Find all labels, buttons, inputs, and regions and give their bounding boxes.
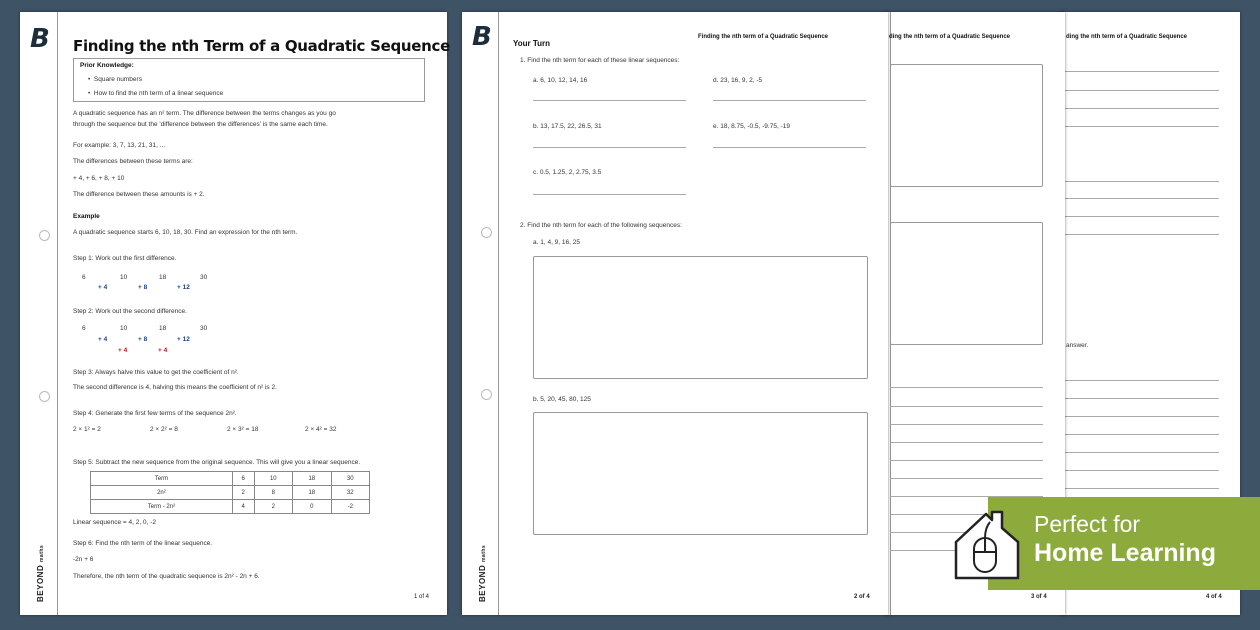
answer-box bbox=[533, 412, 868, 535]
term: 18 bbox=[159, 325, 167, 332]
answer-line bbox=[1065, 434, 1219, 435]
question-1: 1. Find the nth term for each of these linear sequences: bbox=[520, 57, 680, 64]
prior-knowledge-heading: Prior Knowledge: bbox=[80, 62, 134, 69]
table-cell: 0 bbox=[293, 500, 331, 514]
question-1c: c. 0.5, 1.25, 2, 2.75, 3.5 bbox=[533, 169, 602, 176]
text: The differences between these terms are: bbox=[73, 158, 193, 165]
answer-line bbox=[533, 100, 686, 101]
text: Linear sequence = 4, 2, 0, -2 bbox=[73, 519, 156, 526]
house-mouse-icon bbox=[952, 508, 1022, 582]
example-text: For example: 3, 7, 13, 21, 31, ... bbox=[73, 142, 166, 149]
page-header: ding the nth term of a Quadratic Sequence bbox=[889, 34, 1011, 40]
step-1: Step 1: Work out the first difference. bbox=[73, 255, 177, 262]
term: 10 bbox=[120, 274, 128, 281]
beyond-logo: B bbox=[30, 24, 50, 54]
intro-text: A quadratic sequence has an n² term. The difference between the terms changes as you go bbox=[73, 110, 336, 117]
page-number: 2 of 4 bbox=[854, 594, 870, 600]
page-margin bbox=[498, 12, 499, 615]
table-cell: Term - 2n² bbox=[91, 500, 233, 514]
second-difference: + 4 bbox=[158, 347, 168, 354]
page-number: 1 of 4 bbox=[414, 594, 430, 600]
answer-line bbox=[1065, 108, 1219, 109]
punch-hole bbox=[39, 230, 50, 241]
term: 6 bbox=[82, 325, 86, 332]
difference-table bbox=[90, 471, 370, 514]
punch-hole bbox=[481, 389, 492, 400]
prior-knowledge-box bbox=[73, 58, 425, 102]
answer-line bbox=[1065, 452, 1219, 453]
brand-vertical: BEYOND maths bbox=[478, 544, 487, 602]
badge-line-1: Perfect for bbox=[1034, 511, 1141, 537]
step-3: Step 3: Always halve this value to get the coefficient of n². bbox=[73, 369, 239, 376]
answer-box bbox=[533, 256, 868, 379]
question-2a: a. 1, 4, 9, 16, 25 bbox=[533, 239, 580, 246]
step-4: Step 4: Generate the first few terms of the sequence 2n². bbox=[73, 410, 237, 417]
first-difference: + 8 bbox=[138, 284, 148, 291]
answer-line bbox=[1065, 488, 1219, 489]
term: 2 × 4² = 32 bbox=[305, 426, 337, 433]
text: The second difference is 4, halving this means the coefficient of n² is 2. bbox=[73, 384, 277, 391]
prior-item: • Square numbers bbox=[88, 76, 142, 83]
question-1d: d. 23, 16, 9, 2, -5 bbox=[713, 77, 763, 84]
answer-line bbox=[1065, 126, 1219, 127]
table-cell: 8 bbox=[254, 486, 292, 500]
answer-line bbox=[1065, 198, 1219, 199]
answer-line bbox=[713, 147, 866, 148]
question-1e: e. 18, 8.75, -0.5, -9.75, -19 bbox=[713, 123, 790, 130]
answer-line bbox=[1065, 398, 1219, 399]
page-2 bbox=[462, 12, 888, 615]
question-1b: b. 13, 17.5, 22, 26.5, 31 bbox=[533, 123, 602, 130]
term: 6 bbox=[82, 274, 86, 281]
intro-text: through the sequence but the 'difference between the differences' is the same each time. bbox=[73, 121, 328, 128]
table-cell: 10 bbox=[254, 472, 292, 486]
first-difference: + 4 bbox=[98, 284, 108, 291]
table-cell: 2 bbox=[254, 500, 292, 514]
answer-line bbox=[1065, 216, 1219, 217]
first-difference: + 12 bbox=[177, 284, 190, 291]
brand-vertical: BEYOND maths bbox=[36, 544, 45, 602]
answer-line bbox=[890, 460, 1043, 461]
punch-hole bbox=[39, 391, 50, 402]
table-cell: 18 bbox=[293, 486, 331, 500]
term: 18 bbox=[159, 274, 167, 281]
home-learning-badge bbox=[988, 497, 1260, 590]
answer-line bbox=[1065, 470, 1219, 471]
table-cell: Term bbox=[91, 472, 233, 486]
first-difference: + 12 bbox=[177, 336, 190, 343]
table-cell: 18 bbox=[293, 472, 331, 486]
answer-line bbox=[533, 147, 686, 148]
table-cell: 32 bbox=[331, 486, 369, 500]
section-heading: Your Turn bbox=[513, 39, 551, 48]
conclusion: Therefore, the nth term of the quadratic sequence is 2n² - 2n + 6. bbox=[73, 573, 260, 580]
text: + 4, + 6, + 8, + 10 bbox=[73, 175, 125, 182]
term: 30 bbox=[200, 325, 208, 332]
answer-line bbox=[890, 424, 1043, 425]
table-row bbox=[91, 486, 370, 500]
table-cell: 30 bbox=[331, 472, 369, 486]
question-2: 2. Find the nth term for each of the following sequences: bbox=[520, 222, 682, 229]
table-row bbox=[91, 472, 370, 486]
step-5: Step 5: Subtract the new sequence from the original sequence. This will give you a linear sequence. bbox=[73, 459, 361, 466]
table-cell: 2n² bbox=[91, 486, 233, 500]
step-6: Step 6: Find the nth term of the linear sequence. bbox=[73, 540, 213, 547]
table-cell: 2 bbox=[232, 486, 254, 500]
answer-line bbox=[1065, 71, 1219, 72]
page-number: 4 of 4 bbox=[1206, 594, 1222, 600]
term: 2 × 1² = 2 bbox=[73, 426, 101, 433]
answer-line bbox=[533, 194, 686, 195]
step-2: Step 2: Work out the second difference. bbox=[73, 308, 187, 315]
text: A quadratic sequence starts 6, 10, 18, 30. Find an expression for the nth term. bbox=[73, 229, 298, 236]
term: 10 bbox=[120, 325, 128, 332]
answer-line bbox=[890, 442, 1043, 443]
answer-text: answer. bbox=[1066, 342, 1089, 349]
page-title: Finding the nth Term of a Quadratic Sequence bbox=[73, 37, 450, 55]
page-header: ding the nth term of a Quadratic Sequence bbox=[1066, 34, 1188, 40]
page-1 bbox=[20, 12, 450, 615]
text: The difference between these amounts is + 2. bbox=[73, 191, 205, 198]
badge-line-2: Home Learning bbox=[1034, 539, 1216, 567]
question-1a: a. 6, 10, 12, 14, 16 bbox=[533, 77, 588, 84]
page-margin bbox=[57, 12, 58, 615]
answer-line bbox=[1065, 234, 1219, 235]
answer-box bbox=[890, 222, 1043, 345]
prior-item: • How to find the nth term of a linear sequence bbox=[88, 90, 224, 97]
answer-line bbox=[890, 478, 1043, 479]
second-difference: + 4 bbox=[118, 347, 128, 354]
punch-hole bbox=[481, 227, 492, 238]
answer-line bbox=[890, 406, 1043, 407]
question-2b: b. 5, 20, 45, 80, 125 bbox=[533, 396, 591, 403]
answer-line bbox=[890, 387, 1043, 388]
table-row bbox=[91, 500, 370, 514]
term: 2 × 2² = 8 bbox=[150, 426, 178, 433]
table-cell: 6 bbox=[232, 472, 254, 486]
first-difference: + 8 bbox=[138, 336, 148, 343]
first-difference: + 4 bbox=[98, 336, 108, 343]
beyond-logo: B bbox=[472, 22, 492, 52]
page-number: 3 of 4 bbox=[1031, 594, 1047, 600]
table-cell: -2 bbox=[331, 500, 369, 514]
term: 2 × 3² = 18 bbox=[227, 426, 259, 433]
page-header: Finding the nth term of a Quadratic Sequence bbox=[698, 34, 829, 40]
term: 30 bbox=[200, 274, 208, 281]
answer-line bbox=[713, 100, 866, 101]
answer-box bbox=[890, 64, 1043, 187]
answer-line bbox=[1065, 181, 1219, 182]
text: -2n + 6 bbox=[73, 556, 94, 563]
answer-line bbox=[1065, 90, 1219, 91]
answer-line bbox=[1065, 416, 1219, 417]
table-cell: 4 bbox=[232, 500, 254, 514]
answer-line bbox=[1065, 380, 1219, 381]
example-heading: Example bbox=[73, 213, 100, 220]
